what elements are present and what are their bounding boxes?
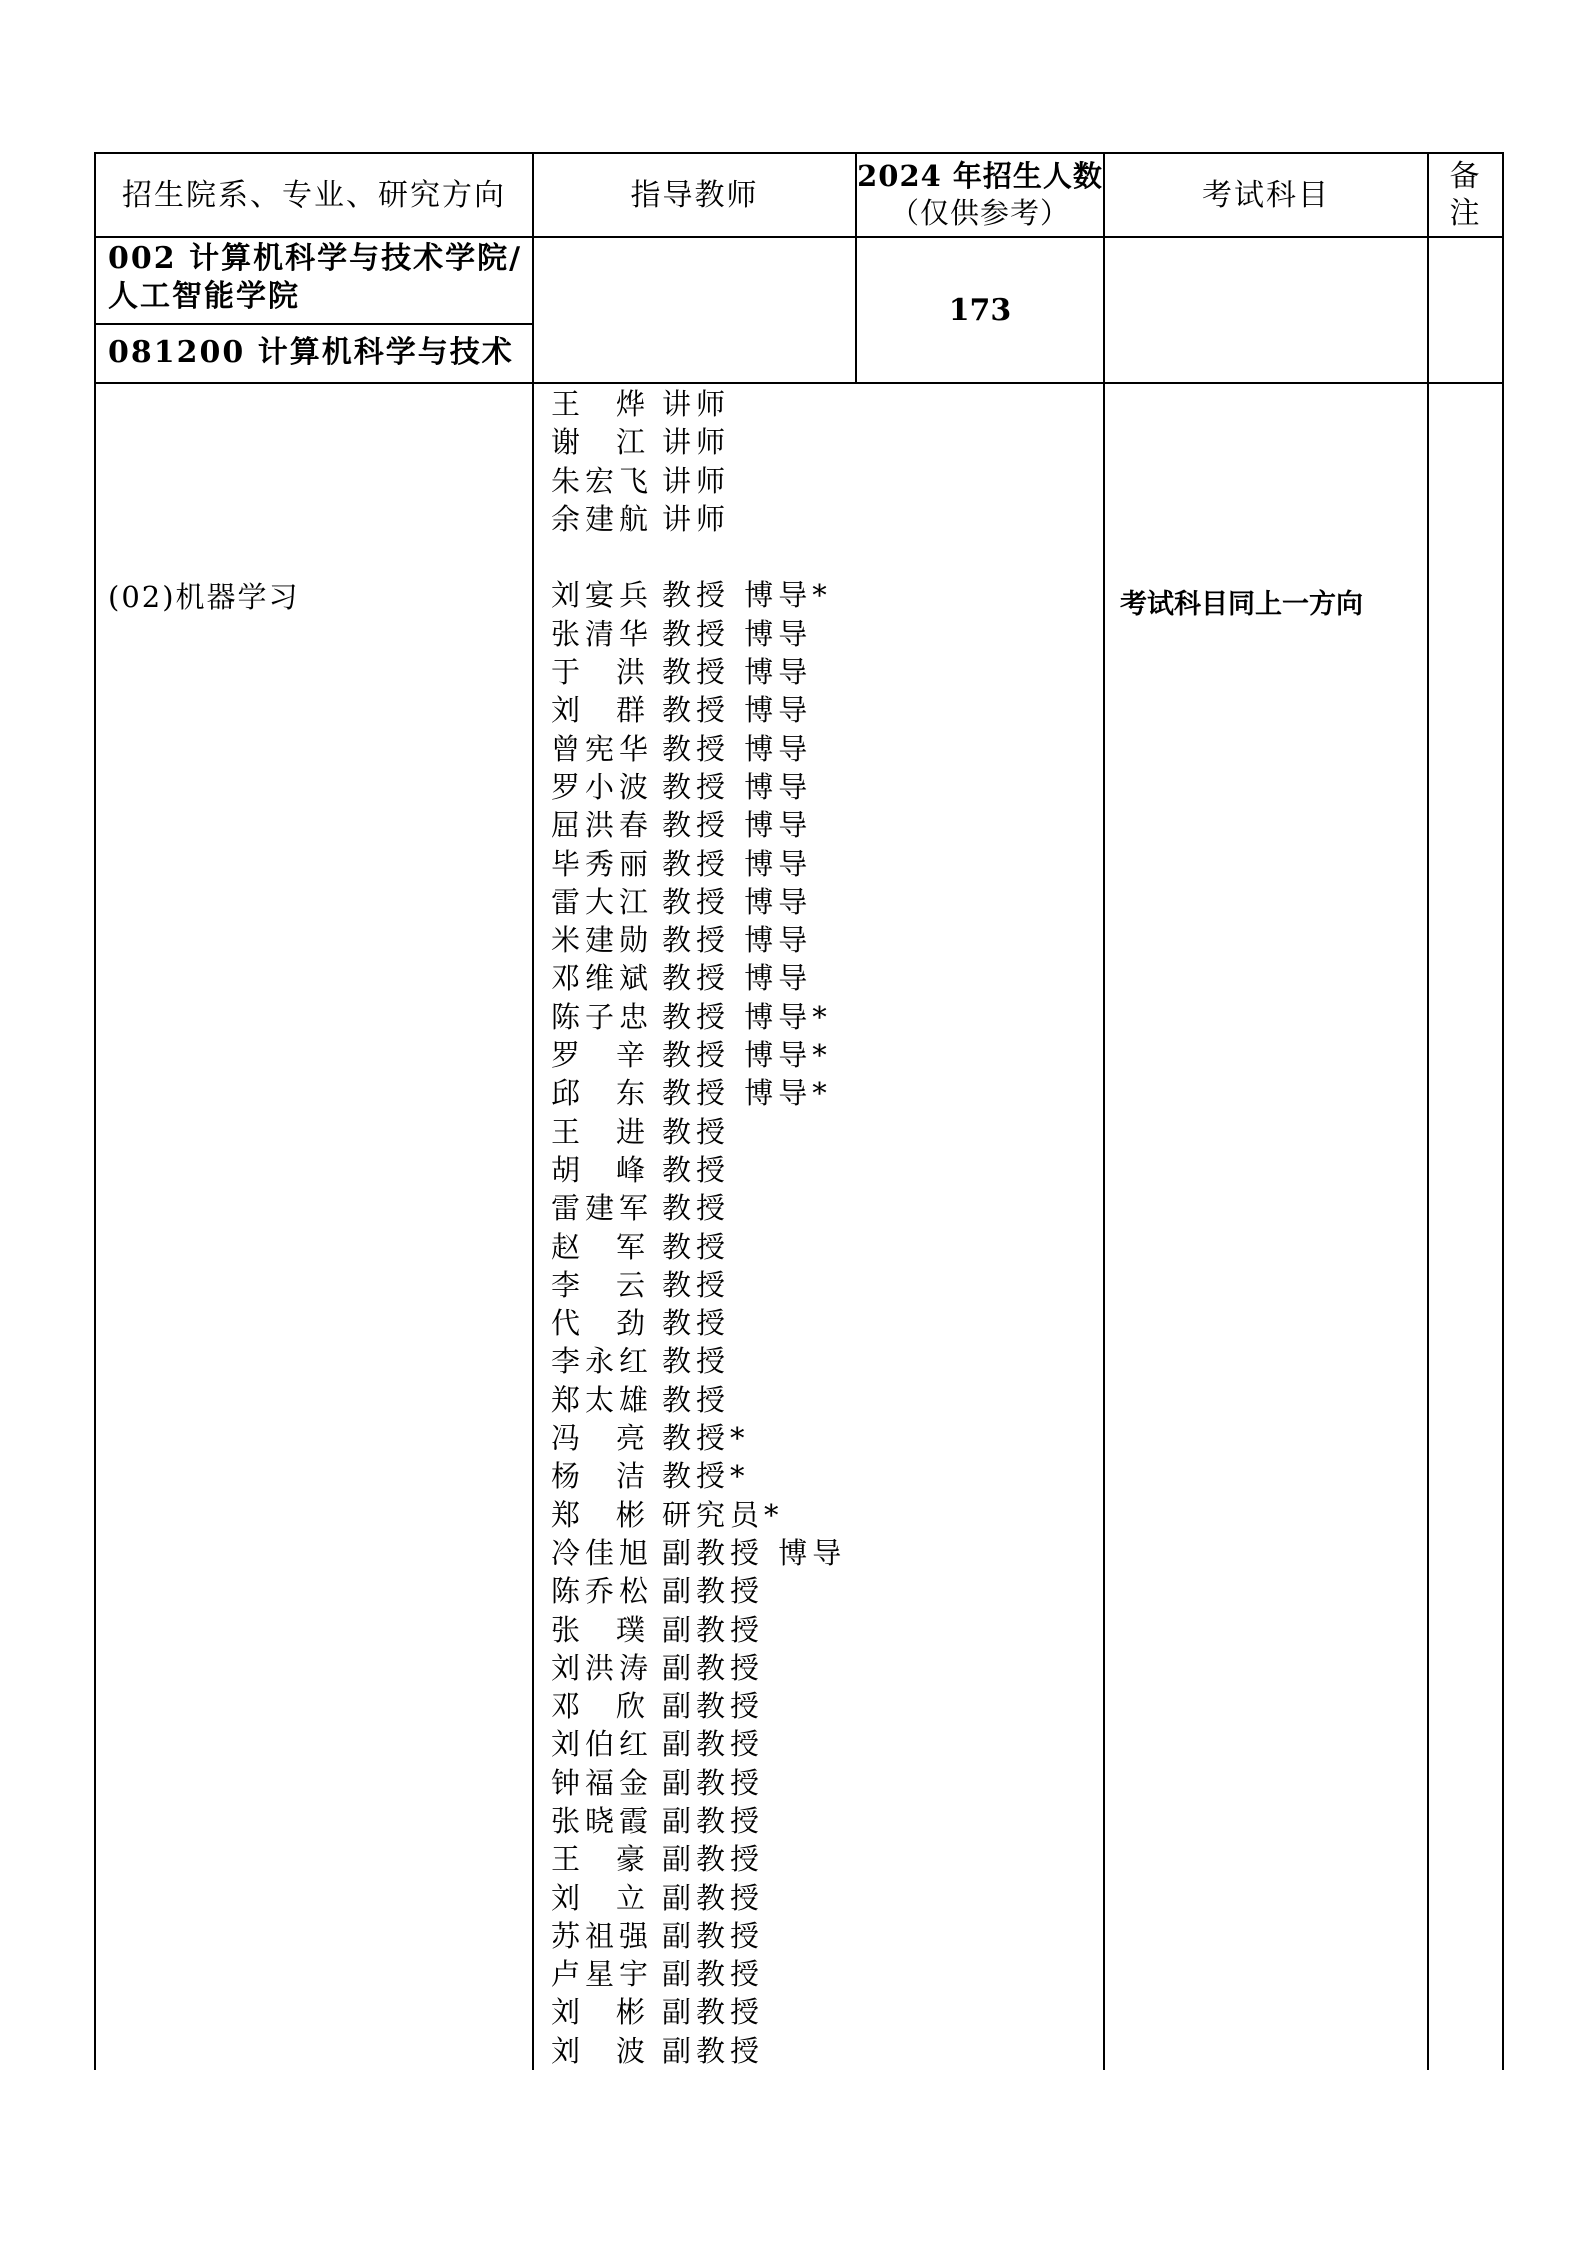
advisor-name: 张清华	[551, 616, 654, 651]
advisor-entry	[551, 1228, 851, 1266]
advisor-name: 谢江	[551, 425, 682, 460]
line-col-3	[1103, 152, 1105, 2070]
advisor-entry	[551, 921, 851, 959]
advisor-title: 副教授	[662, 1650, 765, 1685]
advisor-title: 教授 博导	[662, 731, 813, 766]
advisor-title: 教授	[662, 1344, 731, 1379]
advisor-name: 罗辛	[551, 1038, 682, 1073]
advisor-name: 张璞	[551, 1612, 682, 1647]
advisor-entry	[551, 500, 851, 538]
advisor-entry	[551, 1611, 851, 1649]
header-quota	[857, 154, 1103, 236]
advisor-title: 副教授 博导	[662, 1535, 847, 1570]
advisor-entry	[551, 1342, 851, 1380]
advisor-entry	[551, 1764, 851, 1802]
advisor-entry	[551, 385, 851, 423]
advisor-entry	[551, 1879, 851, 1917]
advisor-name: 刘宴兵	[551, 578, 654, 613]
advisor-title: 教授 博导*	[662, 999, 832, 1034]
advisor-name: 罗小波	[551, 769, 654, 804]
advisor-entry	[551, 615, 851, 653]
advisor-title: 副教授	[662, 1880, 765, 1915]
header-department-label: 招生院系、专业、研究方向	[122, 177, 506, 213]
advisor-title: 教授 博导	[662, 923, 813, 958]
advisor-title: 副教授	[662, 1957, 765, 1992]
header-department	[96, 154, 532, 236]
advisor-name: 卢星宇	[551, 1957, 654, 1992]
advisor-name: 邓欣	[551, 1689, 682, 1724]
advisor-title: 教授 博导	[662, 616, 813, 651]
advisor-title: 教授 博导*	[662, 1076, 832, 1111]
header-exam	[1105, 154, 1427, 236]
advisor-title: 教授 博导*	[662, 578, 832, 613]
advisor-title: 教授	[662, 1306, 731, 1341]
advisor-name: 陈子忠	[551, 999, 654, 1034]
advisor-title: 教授 博导	[662, 655, 813, 690]
header-advisor	[534, 154, 855, 236]
advisor-title: 副教授	[662, 1765, 765, 1800]
advisor-title: 研究员*	[662, 1497, 784, 1532]
advisor-entry	[551, 1189, 851, 1227]
advisor-entry	[551, 1993, 851, 2031]
advisor-name: 王豪	[551, 1842, 682, 1877]
advisor-title: 教授	[662, 1267, 731, 1302]
advisor-entry	[551, 1457, 851, 1495]
advisor-title: 教授 博导	[662, 769, 813, 804]
advisor-title: 教授 博导	[662, 808, 813, 843]
advisor-name: 于洪	[551, 655, 682, 690]
advisor-title: 教授 博导	[662, 884, 813, 919]
header-quota-line1: 2024 年招生人数	[857, 159, 1103, 193]
advisor-entry	[551, 1649, 851, 1687]
advisor-name: 毕秀丽	[551, 846, 654, 881]
advisor-spacer	[551, 538, 851, 576]
advisor-list	[551, 385, 851, 2070]
advisor-entry	[551, 1917, 851, 1955]
advisor-name: 王烨	[551, 387, 682, 421]
major-name-text: 081200 计算机科学与技术	[108, 335, 514, 370]
advisor-name: 邓维斌	[551, 961, 654, 996]
advisor-name: 刘立	[551, 1880, 682, 1915]
header-advisor-label: 指导教师	[630, 177, 759, 213]
advisor-name: 郑彬	[551, 1497, 682, 1532]
advisor-title: 副教授	[662, 1842, 765, 1877]
advisor-title: 副教授	[662, 1727, 765, 1762]
advisor-name: 陈乔松	[551, 1574, 654, 1609]
advisor-name: 邱东	[551, 1076, 682, 1111]
school-name-line2: 人工智能学院	[108, 279, 300, 314]
advisor-entry	[551, 883, 851, 921]
advisor-entry	[551, 576, 851, 614]
advisor-entry	[551, 959, 851, 997]
advisor-name: 王进	[551, 1114, 682, 1149]
school-name-line1: 002 计算机科学与技术学院/	[108, 241, 523, 276]
advisor-title: 副教授	[662, 1689, 765, 1724]
advisor-entry	[551, 691, 851, 729]
header-quota-line2: （仅供参考）	[889, 196, 1070, 230]
line-col-1	[532, 152, 534, 2070]
advisor-entry	[551, 1419, 851, 1457]
advisor-title: 教授	[662, 1191, 731, 1226]
advisor-name: 雷大江	[551, 884, 654, 919]
advisor-name: 屈洪春	[551, 808, 654, 843]
advisor-entry	[551, 1802, 851, 1840]
line-header-bottom	[94, 236, 1504, 238]
advisor-title: 副教授	[662, 1995, 765, 2030]
advisor-entry	[551, 2032, 851, 2070]
research-direction	[108, 575, 528, 615]
advisor-name: 冷佳旭	[551, 1535, 654, 1570]
advisor-name: 郑太雄	[551, 1382, 654, 1417]
advisor-name: 余建航	[551, 501, 654, 536]
advisor-entry	[551, 1036, 851, 1074]
advisor-name: 刘彬	[551, 1995, 682, 2030]
advisor-entry	[551, 1074, 851, 1112]
advisor-entry	[551, 1840, 851, 1878]
advisor-title: 教授 博导	[662, 961, 813, 996]
advisor-title: 教授	[662, 1382, 731, 1417]
advisor-name: 李永红	[551, 1344, 654, 1379]
advisor-entry	[551, 1381, 851, 1419]
school-name	[108, 240, 528, 322]
advisor-name: 刘洪涛	[551, 1650, 654, 1685]
advisor-entry	[551, 462, 851, 500]
advisor-name: 张晓霞	[551, 1803, 654, 1838]
header-remark-line2: 注	[1449, 196, 1482, 231]
advisor-name: 刘波	[551, 2033, 682, 2068]
advisor-name: 米建勋	[551, 923, 654, 958]
major-name	[108, 334, 528, 378]
advisor-title: 教授	[662, 1229, 731, 1264]
advisor-entry	[551, 845, 851, 883]
advisor-name: 胡峰	[551, 1152, 682, 1187]
advisor-name: 李云	[551, 1267, 682, 1302]
advisor-name: 刘群	[551, 693, 682, 728]
advisor-entry	[551, 1534, 851, 1572]
exam-subject-note	[1120, 582, 1420, 622]
advisor-title: 副教授	[662, 1612, 765, 1647]
advisor-title: 讲师	[662, 501, 731, 536]
advisor-entry	[551, 998, 851, 1036]
advisor-name: 苏祖强	[551, 1918, 654, 1953]
advisor-name: 曾宪华	[551, 731, 654, 766]
advisor-entry	[551, 806, 851, 844]
line-col-0	[94, 152, 96, 2070]
line-col-4	[1427, 152, 1429, 2070]
advisor-title: 讲师	[662, 387, 731, 421]
advisor-entry	[551, 1955, 851, 1993]
advisor-title: 教授	[662, 1152, 731, 1187]
advisor-title: 教授*	[662, 1459, 750, 1494]
advisor-entry	[551, 1496, 851, 1534]
advisor-entry	[551, 1572, 851, 1610]
advisor-entry	[551, 1725, 851, 1763]
advisor-entry	[551, 1151, 851, 1189]
advisor-title: 讲师	[662, 425, 731, 460]
advisor-name: 冯亮	[551, 1421, 682, 1456]
line-school-divider	[94, 323, 534, 325]
advisor-name: 朱宏飞	[551, 463, 654, 498]
exam-subject-note-text: 考试科目同上一方向	[1120, 589, 1363, 620]
advisor-entry	[551, 423, 851, 461]
header-exam-label: 考试科目	[1202, 177, 1330, 213]
advisor-title: 教授 博导	[662, 846, 813, 881]
advisor-entry	[551, 653, 851, 691]
advisor-entry	[551, 768, 851, 806]
advisor-title: 教授	[662, 1114, 731, 1149]
line-col-5	[1502, 152, 1504, 2070]
advisor-title: 副教授	[662, 1574, 765, 1609]
advisor-title: 副教授	[662, 1918, 765, 1953]
advisor-column	[551, 385, 851, 2069]
advisor-title: 教授 博导*	[662, 1038, 832, 1073]
advisor-title: 副教授	[662, 2033, 765, 2068]
advisor-title: 讲师	[662, 463, 731, 498]
advisor-name: 钟福金	[551, 1765, 654, 1800]
line-major-bottom	[94, 382, 1504, 384]
advisor-title: 教授 博导	[662, 693, 813, 728]
advisor-title: 教授*	[662, 1421, 750, 1456]
advisor-name: 杨洁	[551, 1459, 682, 1494]
header-remark	[1429, 154, 1502, 236]
advisor-entry	[551, 1266, 851, 1304]
quota-value	[857, 238, 1103, 382]
research-direction-label: (02)机器学习	[108, 580, 300, 614]
advisor-entry	[551, 1304, 851, 1342]
advisor-entry	[551, 1113, 851, 1151]
advisor-name: 代劲	[551, 1306, 682, 1341]
advisor-title: 副教授	[662, 1803, 765, 1838]
advisor-entry	[551, 730, 851, 768]
advisor-entry	[551, 1687, 851, 1725]
quota-number: 173	[948, 292, 1012, 328]
advisor-name: 刘伯红	[551, 1727, 654, 1762]
header-remark-line1: 备	[1449, 159, 1482, 194]
advisor-name: 赵军	[551, 1229, 682, 1264]
advisor-name: 雷建军	[551, 1191, 654, 1226]
